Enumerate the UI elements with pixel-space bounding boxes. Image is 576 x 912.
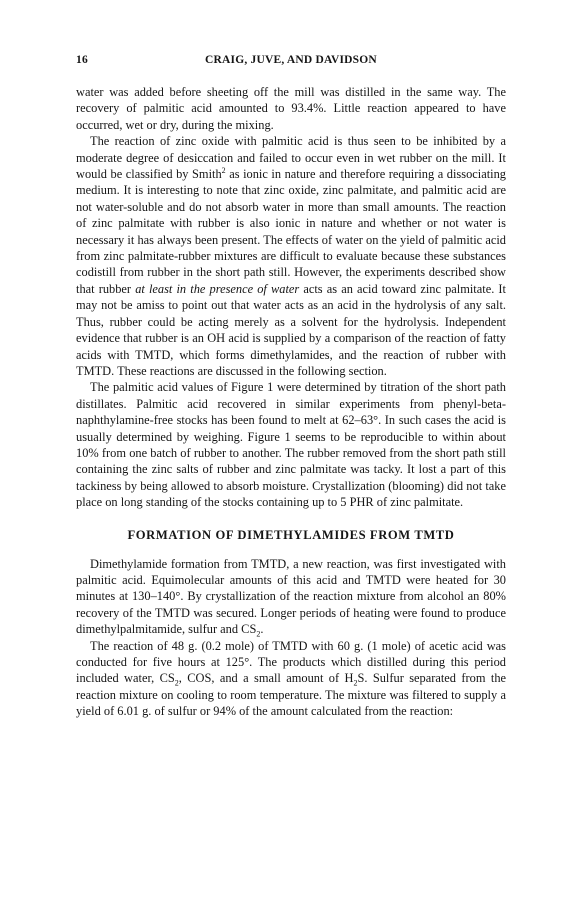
paragraph-5 (76, 638, 506, 720)
subscript: 2 (353, 678, 358, 688)
italic-phrase: at least in the presence of water (135, 281, 300, 296)
paragraph-2 (76, 133, 506, 379)
page-number: 16 (76, 54, 88, 66)
subscript: 2 (256, 629, 261, 639)
paragraph-4-part-b: . (260, 622, 264, 637)
footnote-ref: 2 (221, 165, 226, 175)
paragraph-4-part-a: Dimethylamide formation from TMTD, a new reaction, was first investigated with palmitic acid. Equimolecular amounts of this acid and TMTD were heated for 30 minutes at 130–140°. By crystallization of the reaction mixture from alcohol an 80% recovery of the TMTD was secured. Longer periods of heating were found to produce dimethylpalmitamide, sulfur and CS (76, 556, 506, 637)
paragraph-1-text: water was added before sheeting off the mill was distilled in the same way. The recovery of palmitic acid amounted to 93.4%. Little reaction appeared to have occurred, wet or dry, during the mixing. (76, 85, 506, 132)
subscript: 2 (174, 678, 179, 688)
paragraph-3-text: The palmitic acid values of Figure 1 were determined by titration of the short path distillates. Palmitic acid recovered in similar experiments from phenyl-beta-naphthylamine-free stocks has been found to melt at 62–63°. In such cases the acid is usually determined by weighing. Figure 1 seems to be reproducible to within about 10% from one batch of rubber to another. The rubber removed from the short path still containing the zinc salts of rubber and zinc palmitate was tacky. It lost a part of this tackiness by being allowed to absorb moisture. Crystallization (blooming) did not take place on long standing of the stocks containing up to 5 PHR of zinc palmitate. (76, 380, 506, 510)
paragraph-2-part-a: The reaction of zinc oxide with palmitic acid is thus seen to be inhibited by a moderate degree of desiccation and failed to occur even in wet rubber on the mill. It would be classified by Smith (76, 134, 506, 182)
paragraph-1 (76, 84, 506, 133)
section-heading: FORMATION OF DIMETHYLAMIDES FROM TMTD (127, 527, 455, 542)
paragraph-2-part-c: acts as an acid toward zinc palmitate. It may not be amiss to point out that water acts as an acid in the hydrolysis of any salt. Thus, rubber could be acting merely as a solvent for the hydrolysis. Independent evidence that rubber is an OH acid is supplied by a comparison of the reaction of fatty acids with TMTD, which forms dimethylamides, and the reaction of rubber with TMTD. These reactions are discussed in the following section. (76, 281, 506, 378)
paragraph-5-part-b: , COS, and a small amount of H (178, 671, 354, 686)
page-header (76, 54, 506, 72)
paragraph-5-part-a: The reaction of 48 g. (0.2 mole) of TMTD with 60 g. (1 mole) of acetic acid was conducted for five hours at 125°. The products which distilled during this period included water, CS (76, 638, 506, 686)
paragraph-2-part-b: as ionic in nature and therefore requiring a dissociating medium. It is interesting to note that zinc oxide, zinc palmitate, and palmitic acid are not water-soluble and do not absorb water in more than small amounts. The reaction of zinc palmitate with rubber is also ionic in nature and whether or not water is necessary it has always been present. The effects of water on the yield of palmitic acid from zinc palmitate-rubber mixtures are difficult to evaluate because these substances codistill from rubber in the short path still. However, the experiments described show that rubber (76, 167, 506, 296)
paragraph-3 (76, 379, 506, 510)
running-head: CRAIG, JUVE, AND DAVIDSON (205, 54, 377, 66)
document-page (76, 54, 506, 720)
body-text (76, 84, 506, 720)
paragraph-5-part-c: S. Sulfur separated from the reaction mixture on cooling to room temperature. The mixture was filtered to supply a yield of 6.01 g. of sulfur or 94% of the amount calculated from the reaction: (76, 671, 507, 719)
paragraph-4 (76, 556, 506, 638)
